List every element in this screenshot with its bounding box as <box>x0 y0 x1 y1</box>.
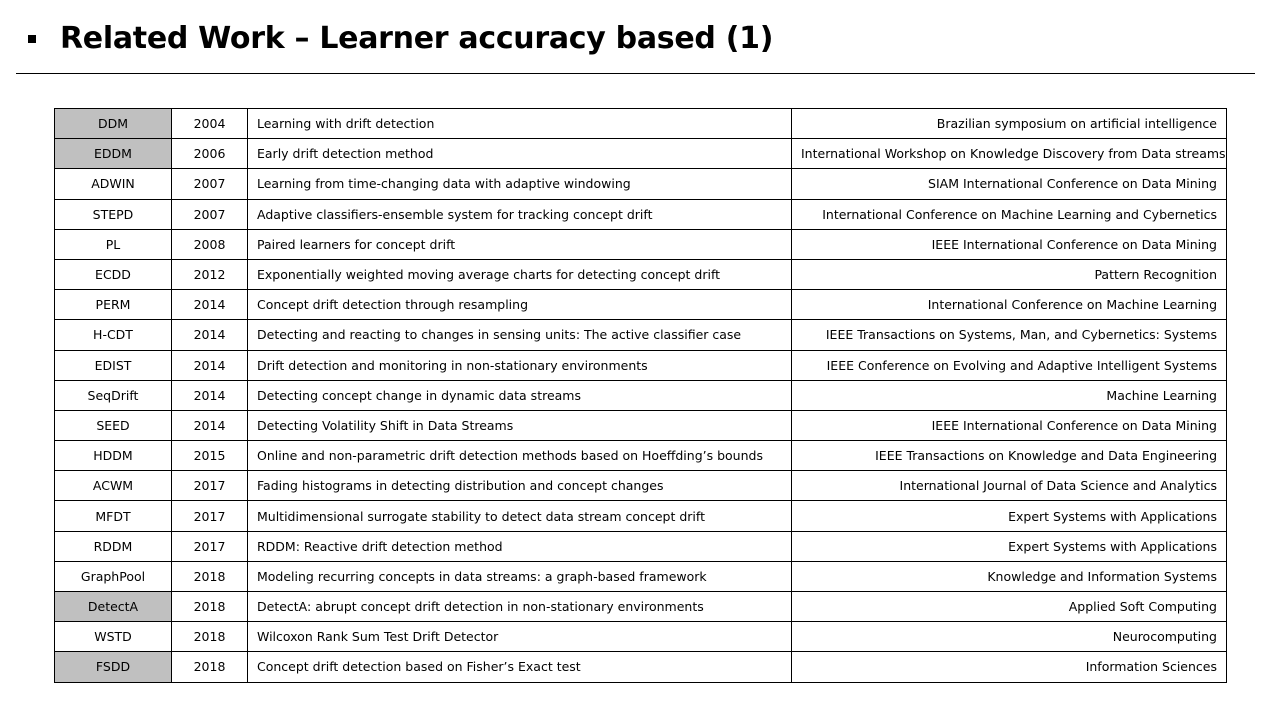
table-row <box>55 652 1227 682</box>
related-work-table <box>54 108 1227 683</box>
venue-cell: Brazilian symposium on artificial intelligence <box>792 109 1227 139</box>
method-name-cell: SEED <box>55 410 172 440</box>
paper-title-cell: Concept drift detection through resampling <box>248 290 792 320</box>
table-row <box>55 622 1227 652</box>
table-row <box>55 380 1227 410</box>
year-cell: 2014 <box>172 350 248 380</box>
venue-cell: International Conference on Machine Learning <box>792 290 1227 320</box>
square-bullet-icon <box>28 35 36 43</box>
year-cell: 2014 <box>172 380 248 410</box>
venue-cell: Expert Systems with Applications <box>792 531 1227 561</box>
paper-title-cell: Detecting and reacting to changes in sensing units: The active classifier case <box>248 320 792 350</box>
year-cell: 2017 <box>172 531 248 561</box>
table-row <box>55 471 1227 501</box>
table-row <box>55 229 1227 259</box>
table-row <box>55 109 1227 139</box>
paper-title-cell: RDDM: Reactive drift detection method <box>248 531 792 561</box>
venue-cell: Applied Soft Computing <box>792 592 1227 622</box>
method-name-cell: ECDD <box>55 259 172 289</box>
venue-cell: International Conference on Machine Learning and Cybernetics <box>792 199 1227 229</box>
year-cell: 2006 <box>172 139 248 169</box>
slide-title-bar <box>28 18 773 58</box>
table-row <box>55 592 1227 622</box>
title-divider <box>16 73 1255 74</box>
year-cell: 2015 <box>172 441 248 471</box>
venue-cell: IEEE Transactions on Knowledge and Data Engineering <box>792 441 1227 471</box>
table-row <box>55 501 1227 531</box>
venue-cell: IEEE International Conference on Data Mining <box>792 410 1227 440</box>
paper-title-cell: Concept drift detection based on Fisher’s Exact test <box>248 652 792 682</box>
venue-cell: IEEE Transactions on Systems, Man, and Cybernetics: Systems <box>792 320 1227 350</box>
year-cell: 2007 <box>172 169 248 199</box>
method-name-cell: FSDD <box>55 652 172 682</box>
venue-cell: Expert Systems with Applications <box>792 501 1227 531</box>
year-cell: 2008 <box>172 229 248 259</box>
method-name-cell: PERM <box>55 290 172 320</box>
venue-cell: Neurocomputing <box>792 622 1227 652</box>
paper-title-cell: Wilcoxon Rank Sum Test Drift Detector <box>248 622 792 652</box>
year-cell: 2018 <box>172 592 248 622</box>
method-name-cell: EDDM <box>55 139 172 169</box>
venue-cell: International Journal of Data Science and Analytics <box>792 471 1227 501</box>
table-row <box>55 169 1227 199</box>
year-cell: 2014 <box>172 290 248 320</box>
table-row <box>55 410 1227 440</box>
method-name-cell: RDDM <box>55 531 172 561</box>
table-row <box>55 561 1227 591</box>
paper-title-cell: Exponentially weighted moving average charts for detecting concept drift <box>248 259 792 289</box>
venue-cell: Knowledge and Information Systems <box>792 561 1227 591</box>
paper-title-cell: Learning from time-changing data with adaptive windowing <box>248 169 792 199</box>
method-name-cell: EDIST <box>55 350 172 380</box>
paper-title-cell: DetectA: abrupt concept drift detection in non-stationary environments <box>248 592 792 622</box>
venue-cell: SIAM International Conference on Data Mining <box>792 169 1227 199</box>
venue-cell: Pattern Recognition <box>792 259 1227 289</box>
venue-cell: IEEE International Conference on Data Mining <box>792 229 1227 259</box>
slide-title: Related Work – Learner accuracy based (1) <box>60 20 774 56</box>
method-name-cell: HDDM <box>55 441 172 471</box>
method-name-cell: STEPD <box>55 199 172 229</box>
year-cell: 2014 <box>172 410 248 440</box>
year-cell: 2004 <box>172 109 248 139</box>
year-cell: 2018 <box>172 652 248 682</box>
method-name-cell: SeqDrift <box>55 380 172 410</box>
method-name-cell: PL <box>55 229 172 259</box>
method-name-cell: DDM <box>55 109 172 139</box>
method-name-cell: MFDT <box>55 501 172 531</box>
year-cell: 2007 <box>172 199 248 229</box>
table-row <box>55 441 1227 471</box>
method-name-cell: WSTD <box>55 622 172 652</box>
paper-title-cell: Online and non-parametric drift detection methods based on Hoeffding’s bounds <box>248 441 792 471</box>
paper-title-cell: Multidimensional surrogate stability to detect data stream concept drift <box>248 501 792 531</box>
paper-title-cell: Adaptive classifiers-ensemble system for tracking concept drift <box>248 199 792 229</box>
year-cell: 2018 <box>172 561 248 591</box>
year-cell: 2014 <box>172 320 248 350</box>
method-name-cell: DetectA <box>55 592 172 622</box>
method-name-cell: GraphPool <box>55 561 172 591</box>
venue-cell: Information Sciences <box>792 652 1227 682</box>
table-row <box>55 350 1227 380</box>
venue-cell: International Workshop on Knowledge Discovery from Data streams <box>792 139 1227 169</box>
paper-title-cell: Fading histograms in detecting distribution and concept changes <box>248 471 792 501</box>
method-name-cell: H-CDT <box>55 320 172 350</box>
paper-title-cell: Modeling recurring concepts in data streams: a graph-based framework <box>248 561 792 591</box>
method-name-cell: ADWIN <box>55 169 172 199</box>
year-cell: 2017 <box>172 501 248 531</box>
venue-cell: Machine Learning <box>792 380 1227 410</box>
paper-title-cell: Learning with drift detection <box>248 109 792 139</box>
venue-cell: IEEE Conference on Evolving and Adaptive Intelligent Systems <box>792 350 1227 380</box>
year-cell: 2018 <box>172 622 248 652</box>
year-cell: 2012 <box>172 259 248 289</box>
year-cell: 2017 <box>172 471 248 501</box>
table-row <box>55 320 1227 350</box>
table-row <box>55 259 1227 289</box>
paper-title-cell: Drift detection and monitoring in non-stationary environments <box>248 350 792 380</box>
paper-title-cell: Detecting Volatility Shift in Data Streams <box>248 410 792 440</box>
method-name-cell: ACWM <box>55 471 172 501</box>
paper-title-cell: Early drift detection method <box>248 139 792 169</box>
paper-title-cell: Paired learners for concept drift <box>248 229 792 259</box>
table-row <box>55 199 1227 229</box>
paper-title-cell: Detecting concept change in dynamic data streams <box>248 380 792 410</box>
table-row <box>55 290 1227 320</box>
table-row <box>55 139 1227 169</box>
table-body <box>55 109 1227 683</box>
table-row <box>55 531 1227 561</box>
